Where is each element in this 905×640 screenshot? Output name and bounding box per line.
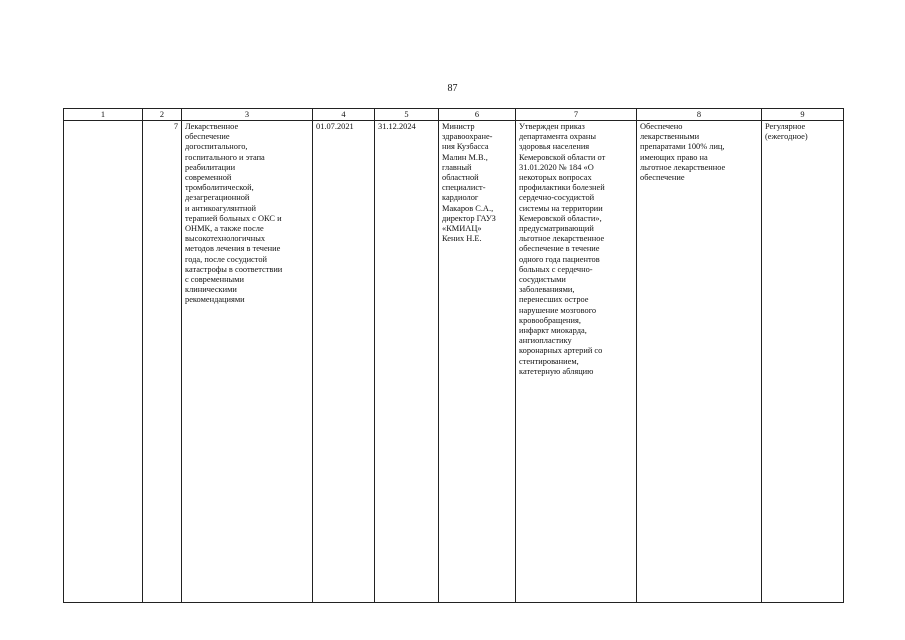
header-row <box>64 109 844 121</box>
cell-responsible-persons: Министр здравоохране- ния Кузбасса Малин М.В., главный областной специалист- кардиолог Макаров С.А., директор ГАУЗ «КМИАЦ» Кених Н.Е. <box>439 121 516 603</box>
cell-indicator: Обеспечено лекарственными препаратами 100% лиц, имеющих право на льготное лекарственное обеспечение <box>637 121 762 603</box>
column-header-4: 4 <box>313 109 375 121</box>
page-number: 87 <box>447 83 458 94</box>
column-header-1: 1 <box>64 109 143 121</box>
cell-frequency: Регулярное (ежегодное) <box>762 121 844 603</box>
column-header-2: 2 <box>143 109 182 121</box>
cell-start-date: 01.07.2021 <box>313 121 375 603</box>
cell-end-date: 31.12.2024 <box>375 121 439 603</box>
column-header-9: 9 <box>762 109 844 121</box>
column-header-3: 3 <box>182 109 313 121</box>
column-header-7: 7 <box>516 109 637 121</box>
measures-table <box>63 108 844 603</box>
cell-section <box>64 121 143 603</box>
cell-measure-description: Лекарственное обеспечение догоспитального, госпитального и этапа реабилитации современной тромболитической, дезагрегационной и антикоагулянтной терапией больных с ОКС и ОНМК, а также после высокотехнологичных методов лечения в течение года, после сосудистой катастрофы в соответствии с современными клиническими рекомендациями <box>182 121 313 603</box>
column-header-8: 8 <box>637 109 762 121</box>
cell-expected-result: Утвержден приказ департамента охраны здоровья населения Кемеровской области от 31.01.2020 № 184 «О некоторых вопросах профилактики болезней сердечно-сосудистой системы на территории Кемеровской области», предусматривающий льготное лекарственное обеспечение в течение одного года пациентов больных с сердечно- сосудистыми заболеваниями, перенесших острое нарушение мозгового кровообращения, инфаркт миокарда, ангиопластику коронарных артерий со стентированием, катетерную абляцию <box>516 121 637 603</box>
column-header-5: 5 <box>375 109 439 121</box>
table-row <box>64 121 844 603</box>
cell-item-number: 7 <box>143 121 182 603</box>
column-header-6: 6 <box>439 109 516 121</box>
